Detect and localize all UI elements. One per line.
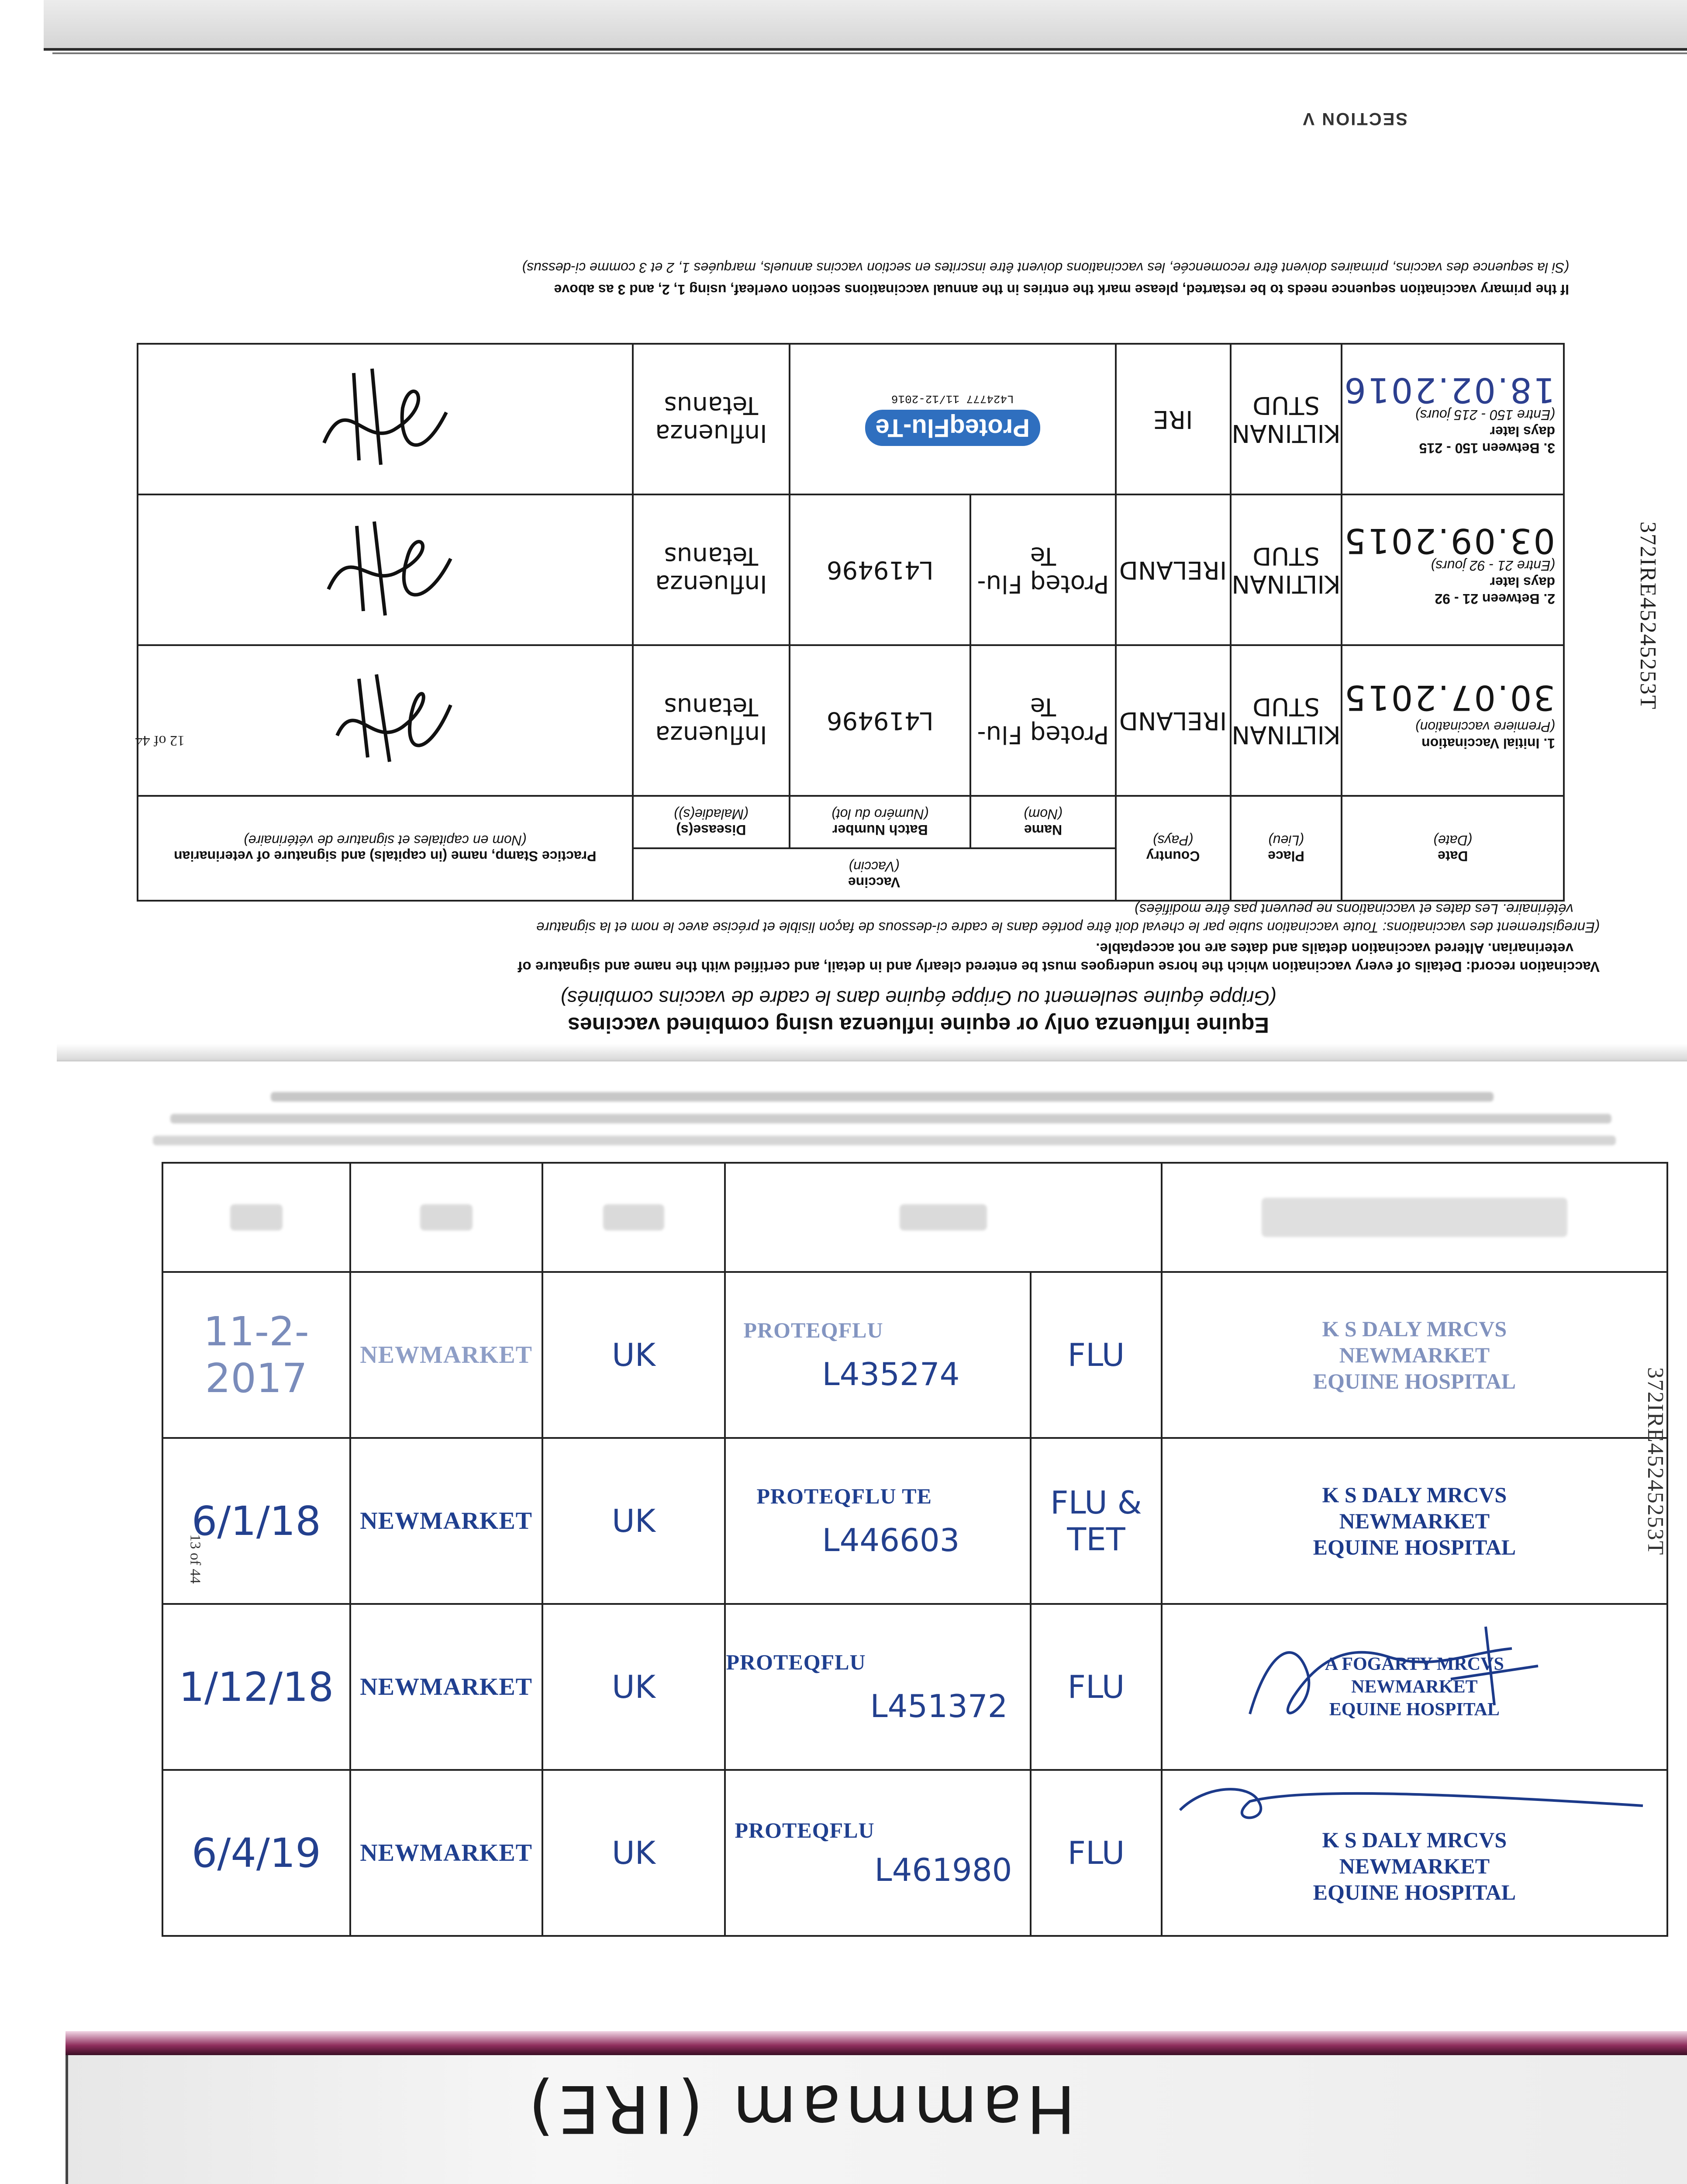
blurred-header-cell: [725, 1163, 1161, 1272]
vaccination-place: NEWMARKET: [360, 1341, 533, 1368]
row-country-cell: [1116, 494, 1231, 645]
table-row: [138, 494, 1564, 645]
section-title: SECTION V: [1301, 109, 1408, 128]
row-vaccine-label-cell: [790, 344, 1115, 494]
row-place-cell: [1231, 344, 1342, 494]
row-stamp-cell: [1162, 1770, 1667, 1936]
row-country-cell: [1116, 645, 1231, 796]
row-place-cell: [350, 1438, 542, 1604]
row-stamp-cell: [138, 645, 633, 796]
header-vaccine-name: Name (Nom): [970, 796, 1115, 848]
row-stamp-cell: [1162, 1438, 1667, 1604]
row-vaccine-batch-cell: [725, 1438, 1031, 1604]
vaccination-date: 1/12/18: [179, 1663, 334, 1711]
vaccination-date: 11-2-2017: [203, 1308, 309, 1402]
row-country-cell: [542, 1272, 725, 1438]
row-disease-cell: [633, 494, 790, 645]
footer-instruction-en: If the primary vaccination sequence needs to be restarted, please mark the entries in the annual vaccinations section overleaf, using 1, 2, and 3 as above: [554, 282, 1569, 297]
header-practice-stamp: Practice Stamp, name (in capitals) and signature of veterinarian (Nom en capitales et signature de vétérinaire): [138, 796, 633, 901]
row-stamp-cell: [1162, 1604, 1667, 1770]
blurred-header-cell: [350, 1163, 542, 1272]
vaccination-date: 6/1/18: [191, 1497, 321, 1545]
row-batch-cell: [790, 494, 970, 645]
batch-number: L419496: [826, 556, 934, 584]
vaccination-place: KILTINAN STUD: [1232, 542, 1341, 598]
batch-number: L461980: [874, 1852, 1012, 1888]
table-row: [162, 1604, 1667, 1770]
header-vaccine: Vaccine (Vaccin): [633, 848, 1116, 901]
scan-top-edge: [44, 0, 1687, 51]
row-date-cell: [162, 1272, 350, 1438]
vet-signature: [302, 515, 468, 625]
row-vaccine-cell: [970, 494, 1115, 645]
annual-vaccination-table: [162, 1162, 1668, 1937]
disease: FLU: [1067, 1835, 1125, 1871]
disease-1: Influenza: [655, 419, 767, 448]
batch-number: L446603: [822, 1522, 960, 1559]
batch-number: L435274: [822, 1356, 960, 1393]
vet-signature: [302, 666, 468, 775]
header-diseases: Disease(s) (Maladie(s)): [633, 796, 790, 848]
sticker-batch-number: L424777 11/12-2016: [891, 392, 1014, 405]
vaccination-country: UK: [612, 1835, 655, 1871]
header-date: Date (Date): [1342, 796, 1564, 901]
row-date-cell: [162, 1604, 350, 1770]
blurred-header-cell: [1162, 1163, 1667, 1272]
vaccination-date: 30.07.2015: [1342, 677, 1555, 717]
footer-instruction-fr: (Si la sequence des vaccins, primaires doivent être recomencée, les vaccinations doivent être inscrites en section vaccins annuels, marquées 1, 2 et 3 comme ci-dessus): [522, 260, 1569, 276]
row-disease-cell: [1031, 1272, 1161, 1438]
row-country-cell: [542, 1604, 725, 1770]
vaccination-place: KILTINAN STUD: [1232, 692, 1341, 749]
instruction-fr-line-2: vétérinaire. Les dates et vaccinations ne peuvent pas être modifiées): [1134, 901, 1573, 917]
disease-1: Influenza: [655, 720, 767, 749]
cover-handwritten-name: Hammam (IRE): [524, 2070, 1076, 2146]
row-place-cell: [1231, 494, 1342, 645]
document-id: 372IRE45245253T: [1643, 1367, 1668, 1556]
instruction-fr-line-1: (Enregistrement des vaccinations: Toute vaccination subie par le cheval doit être portée dans le cadre ci-dessous de façon lisible et précise avec le nom et la signature: [536, 919, 1600, 936]
vaccine-name: PROTEQFLU: [735, 1818, 875, 1842]
row-disease-cell: [1031, 1438, 1161, 1604]
row-disease-cell: [1031, 1604, 1161, 1770]
disease-1: Influenza: [655, 570, 767, 598]
vet-signature: [302, 365, 468, 474]
row-stamp-cell: [138, 344, 633, 494]
table-row: [138, 645, 1564, 796]
header-place: Place (Lieu): [1231, 796, 1342, 901]
table-row: [162, 1770, 1667, 1936]
document-id: 372IRE45245253T: [1635, 522, 1660, 710]
instruction-en-line-2: veterinarian. Altered vaccination details and dates are not acceptable.: [1096, 940, 1573, 957]
scan-left-margin: [0, 0, 46, 2184]
row-country-cell: [1116, 344, 1231, 494]
table-header-row: [138, 848, 1564, 901]
vaccination-country: UK: [612, 1669, 655, 1705]
vet-stamp: K S DALY MRCVS NEWMARKET EQUINE HOSPITAL: [1313, 1828, 1516, 1904]
blurred-header-cell: [542, 1163, 725, 1272]
disease: FLU: [1067, 1337, 1125, 1373]
vaccination-place: NEWMARKET: [360, 1839, 533, 1866]
row-date-cell: 3. Between 150 - 215 days later (Entre 150 - 215 jours) 18.02.2016: [1342, 344, 1564, 494]
row-date-cell: 2. Between 21 - 92 days later (Entre 21 - 92 jours) 03.09.2015: [1342, 494, 1564, 645]
blurred-header-row: [162, 1163, 1667, 1272]
vaccination-place: KILTINAN STUD: [1232, 391, 1341, 448]
vet-stamp: A FOGARTY MRCVS NEWMARKET EQUINE HOSPITAL: [1325, 1654, 1504, 1720]
header-country: Country (Pays): [1116, 796, 1231, 901]
page-number: 13 of 44: [187, 1534, 204, 1584]
row-place-cell: [350, 1272, 542, 1438]
upper-page-rotated-content: [52, 54, 1687, 1063]
vaccine-name: PROTEQFLU TE: [756, 1484, 932, 1508]
table-row: [162, 1438, 1667, 1604]
row-batch-cell: [790, 645, 970, 796]
row-vaccine-batch-cell: [725, 1770, 1031, 1936]
table-row: [162, 1272, 1667, 1438]
row-date-cell: 1. Initial Vaccination (Premiere vaccination) 30.07.2015: [1342, 645, 1564, 796]
primary-vaccination-table: [137, 343, 1565, 902]
passport-cover-edge: [66, 2031, 1687, 2055]
vet-signature: [1171, 1775, 1652, 1828]
vaccination-place: NEWMARKET: [360, 1673, 533, 1700]
table-row: [138, 344, 1564, 494]
row-place-cell: [350, 1604, 542, 1770]
page-number: 12 of 44: [135, 733, 185, 749]
row-disease-cell: [633, 645, 790, 796]
row-place-cell: [350, 1770, 542, 1936]
row-date-cell: [162, 1770, 350, 1936]
vaccination-country: IRE: [1153, 405, 1193, 434]
passport-page-12: [52, 52, 1687, 1063]
vaccine-sticker-label: ProteqFlu-Te: [865, 410, 1040, 446]
vaccination-country: IRELAND: [1119, 556, 1227, 584]
row-country-cell: [542, 1770, 725, 1936]
page-subheadline: (Grippe équine seulement ou Grippe équine dans le cadre de vaccins combinés): [560, 987, 1276, 1009]
vaccination-country: UK: [612, 1337, 655, 1373]
vaccination-date: 6/4/19: [191, 1829, 321, 1876]
row-disease-cell: [633, 344, 790, 494]
batch-number: L419496: [826, 706, 934, 735]
row-vaccine-batch-cell: [725, 1272, 1031, 1438]
row-vaccine-batch-cell: [725, 1604, 1031, 1770]
vaccination-date: 03.09.2015: [1342, 521, 1555, 560]
row-country-cell: [542, 1438, 725, 1604]
passport-page-13: [52, 1061, 1687, 2027]
disease-2: Tetanus: [664, 391, 759, 420]
blurred-header-cell: [162, 1163, 350, 1272]
vaccination-country: UK: [612, 1503, 655, 1539]
disease: FLU: [1067, 1669, 1125, 1705]
batch-number: L451372: [870, 1688, 1008, 1724]
vaccine-name: PROTEQFLU: [743, 1318, 883, 1342]
row-place-cell: [1231, 645, 1342, 796]
vet-stamp: K S DALY MRCVS NEWMARKET EQUINE HOSPITAL: [1313, 1482, 1516, 1559]
vaccination-place: NEWMARKET: [360, 1507, 533, 1534]
row-disease-cell: [1031, 1770, 1161, 1936]
row-stamp-cell: [138, 494, 633, 645]
vaccination-country: IRELAND: [1119, 706, 1227, 735]
vaccine-name: PROTEQFLU: [726, 1650, 866, 1674]
instruction-en-line-1: Vaccination record: Details of every vaccination which the horse undergoes must be entered clearly and in detail, and certified with the name and signature of: [517, 959, 1600, 975]
vaccination-date: 18.02.2016: [1342, 370, 1555, 410]
disease-2: Tetanus: [664, 692, 759, 721]
vet-stamp: K S DALY MRCVS NEWMARKET EQUINE HOSPITAL: [1313, 1317, 1516, 1393]
page-headline: Equine influenza only or equine influenza using combined vaccines: [568, 1013, 1269, 1037]
vaccine-name: Proteq Flu-Te: [977, 542, 1109, 598]
header-batch-number: Batch Number (Numéro du lot): [790, 796, 970, 848]
row-vaccine-cell: [970, 645, 1115, 796]
disease-2: Tetanus: [664, 542, 759, 570]
vaccine-name: Proteq Flu-Te: [977, 692, 1109, 749]
row-stamp-cell: [1162, 1272, 1667, 1438]
disease: FLU & TET: [1050, 1484, 1142, 1558]
